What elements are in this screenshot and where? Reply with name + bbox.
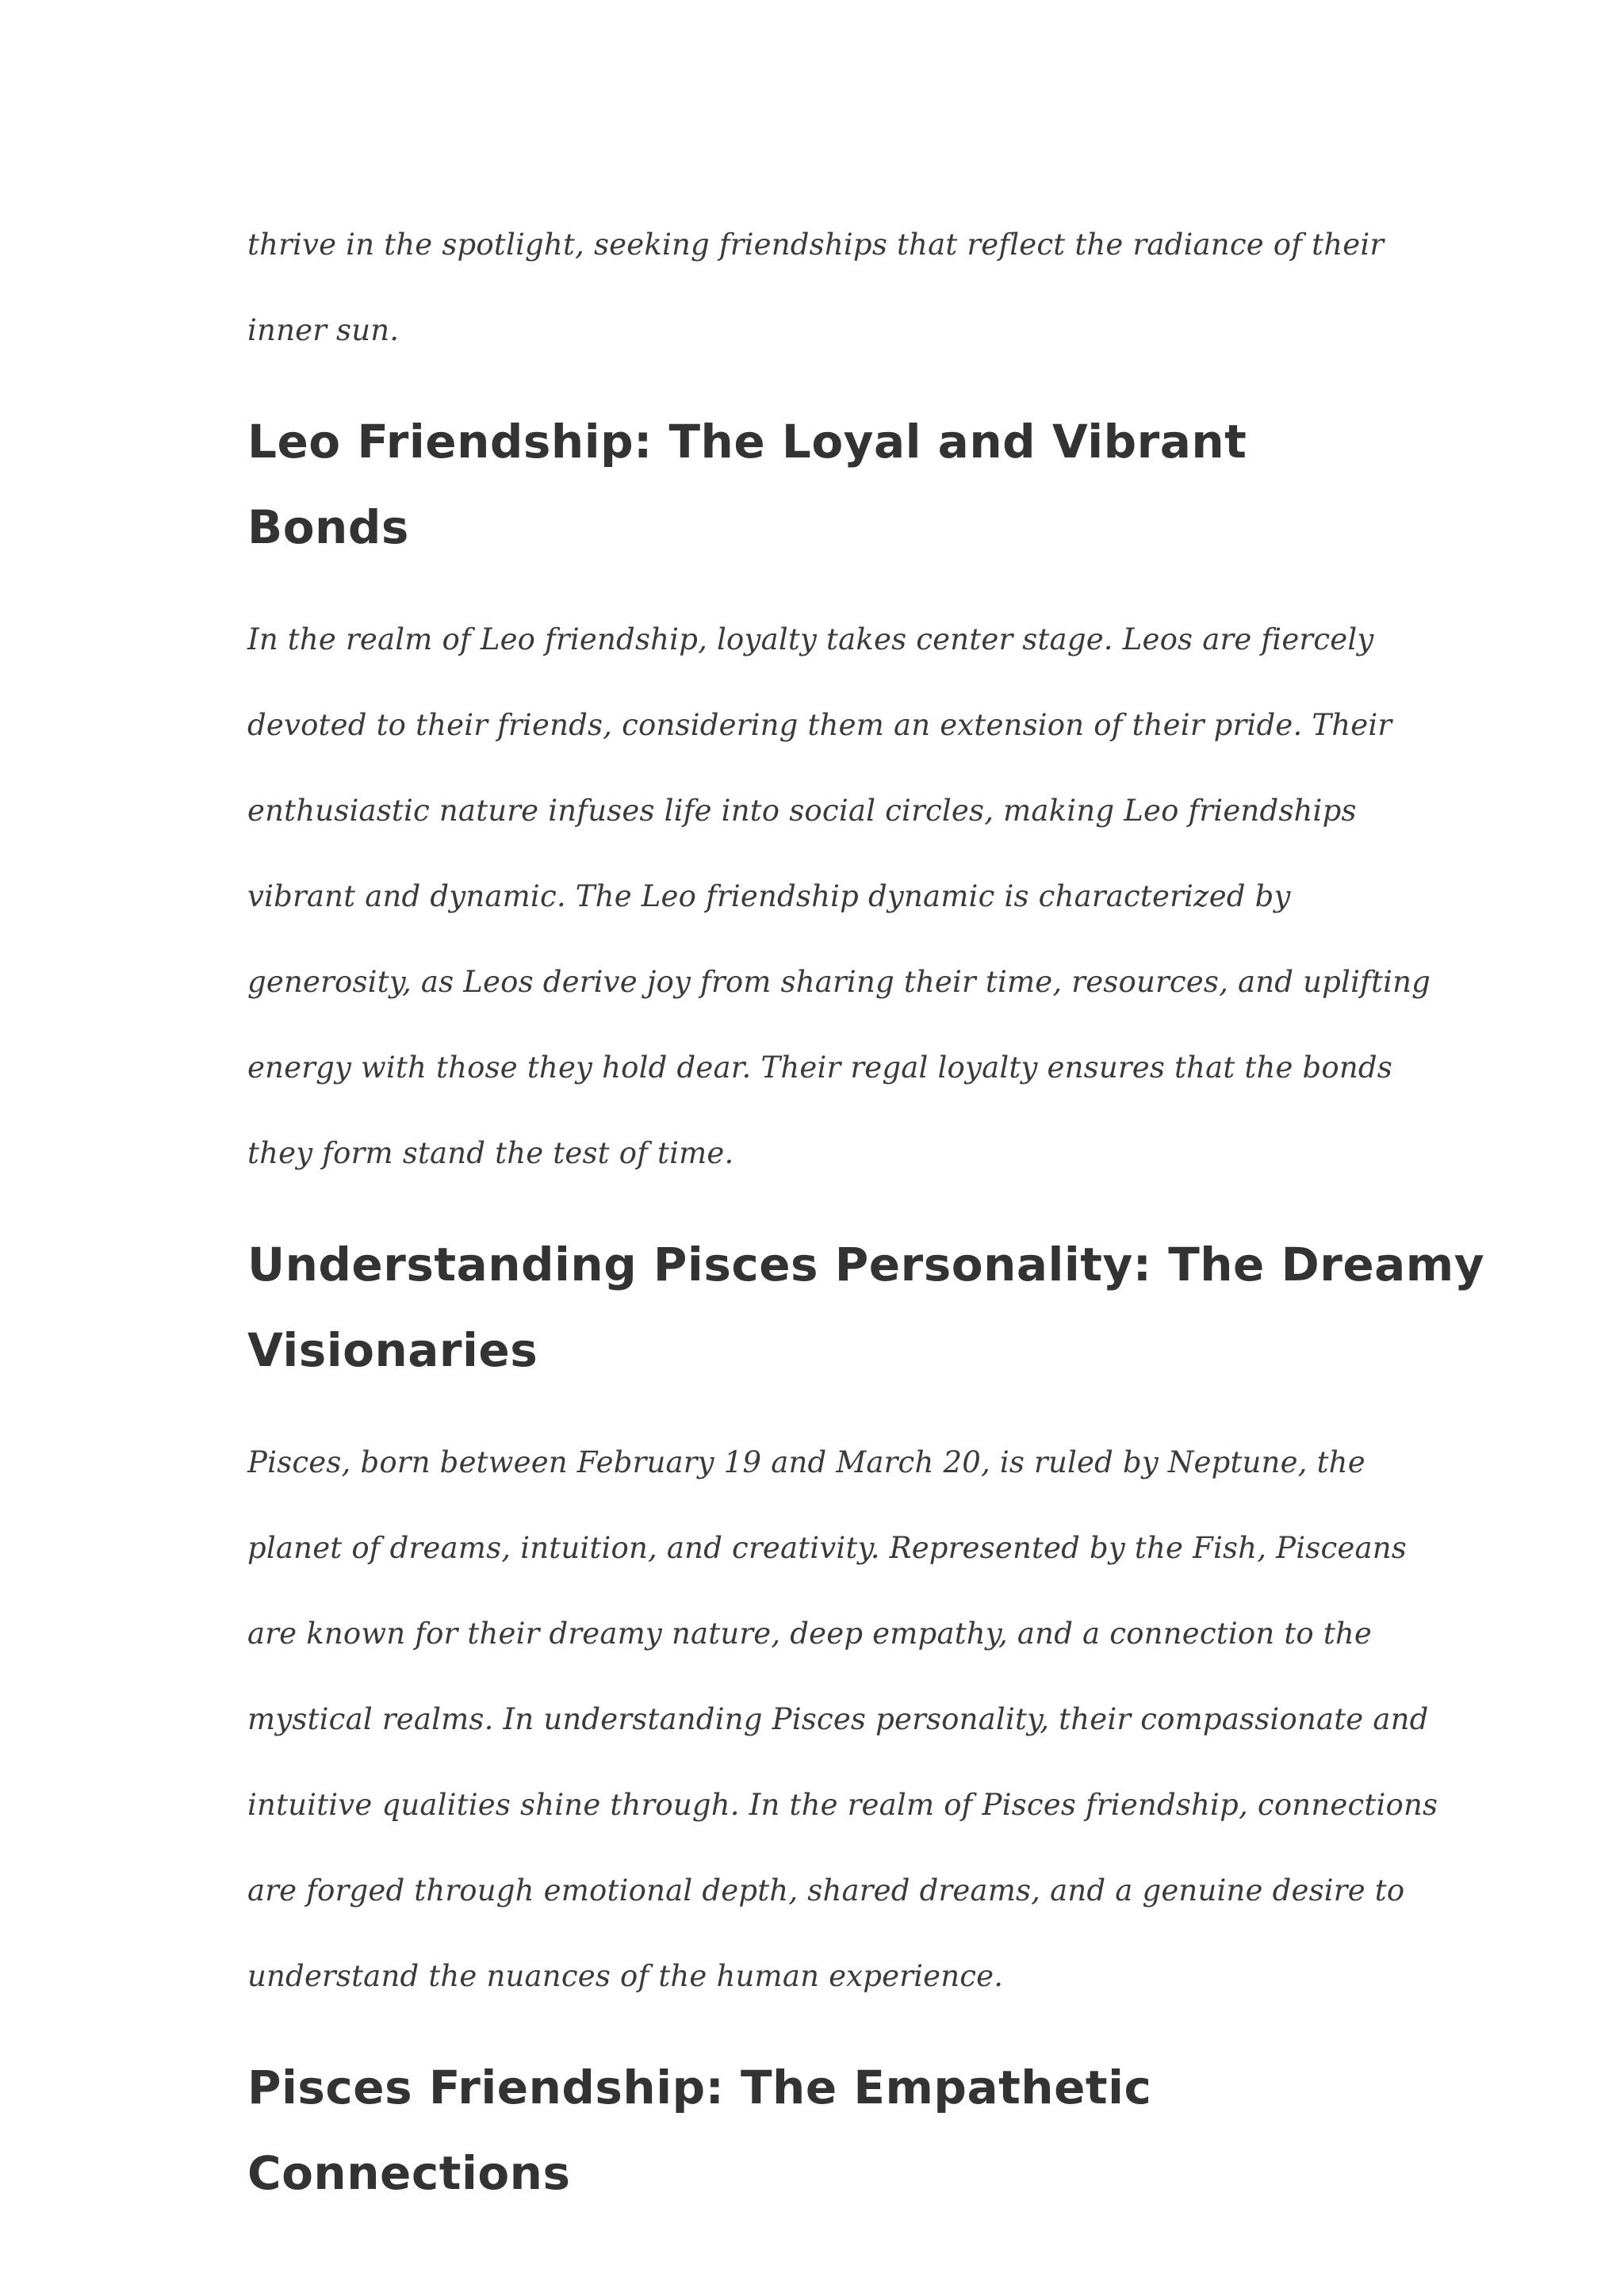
heading-line: Understanding Pisces Personality: The Dreamy (247, 1238, 1485, 1292)
paragraph-line: enthusiastic nature infuses life into social circles, making Leo friendships (247, 794, 1357, 828)
paragraph-line: In the realm of Leo friendship, loyalty takes center stage. Leos are fiercely (247, 622, 1374, 656)
heading-pisces-personality (247, 1222, 1485, 1393)
paragraph-line: they form stand the test of time. (247, 1136, 734, 1170)
heading-leo-friendship: Leo Friendship: The Loyal and Vibrant Bonds (247, 415, 1247, 554)
leo-friendship-paragraph (247, 597, 1431, 1196)
pisces-personality-paragraph (247, 1420, 1438, 2019)
paragraph-line: planet of dreams, intuition, and creativity. Represented by the Fish, Pisceans (247, 1531, 1407, 1565)
paragraph-line: thrive in the spotlight, seeking friendships that reflect the radiance of their (247, 228, 1385, 262)
paragraph-line: inner sun. (247, 313, 400, 347)
paragraph-line: understand the nuances of the human experience. (247, 1959, 1004, 1993)
paragraph-line: vibrant and dynamic. The Leo friendship dynamic is characterized by (247, 879, 1291, 913)
heading-pisces-friendship: Pisces Friendship: The Empathetic Connections (247, 2061, 1152, 2200)
heading-line: Visionaries (247, 1323, 538, 1377)
paragraph-line: mystical realms. In understanding Pisces personality, their compassionate and (247, 1702, 1429, 1736)
paragraph-line: energy with those they hold dear. Their regal loyalty ensures that the bonds (247, 1050, 1392, 1085)
document-content (247, 202, 1485, 2216)
paragraph-line: are known for their dreamy nature, deep empathy, and a connection to the (247, 1617, 1373, 1651)
paragraph-line: intuitive qualities shine through. In the realm of Pisces friendship, connections (247, 1788, 1438, 1822)
paragraph-line: devoted to their friends, considering them an extension of their pride. Their (247, 708, 1392, 742)
paragraph-line: generosity, as Leos derive joy from sharing their time, resources, and uplifting (247, 965, 1431, 999)
paragraph-line: Pisces, born between February 19 and March 20, is ruled by Neptune, the (247, 1445, 1365, 1479)
intro-paragraph (247, 202, 1389, 373)
paragraph-line: are forged through emotional depth, shared dreams, and a genuine desire to (247, 1873, 1405, 1908)
